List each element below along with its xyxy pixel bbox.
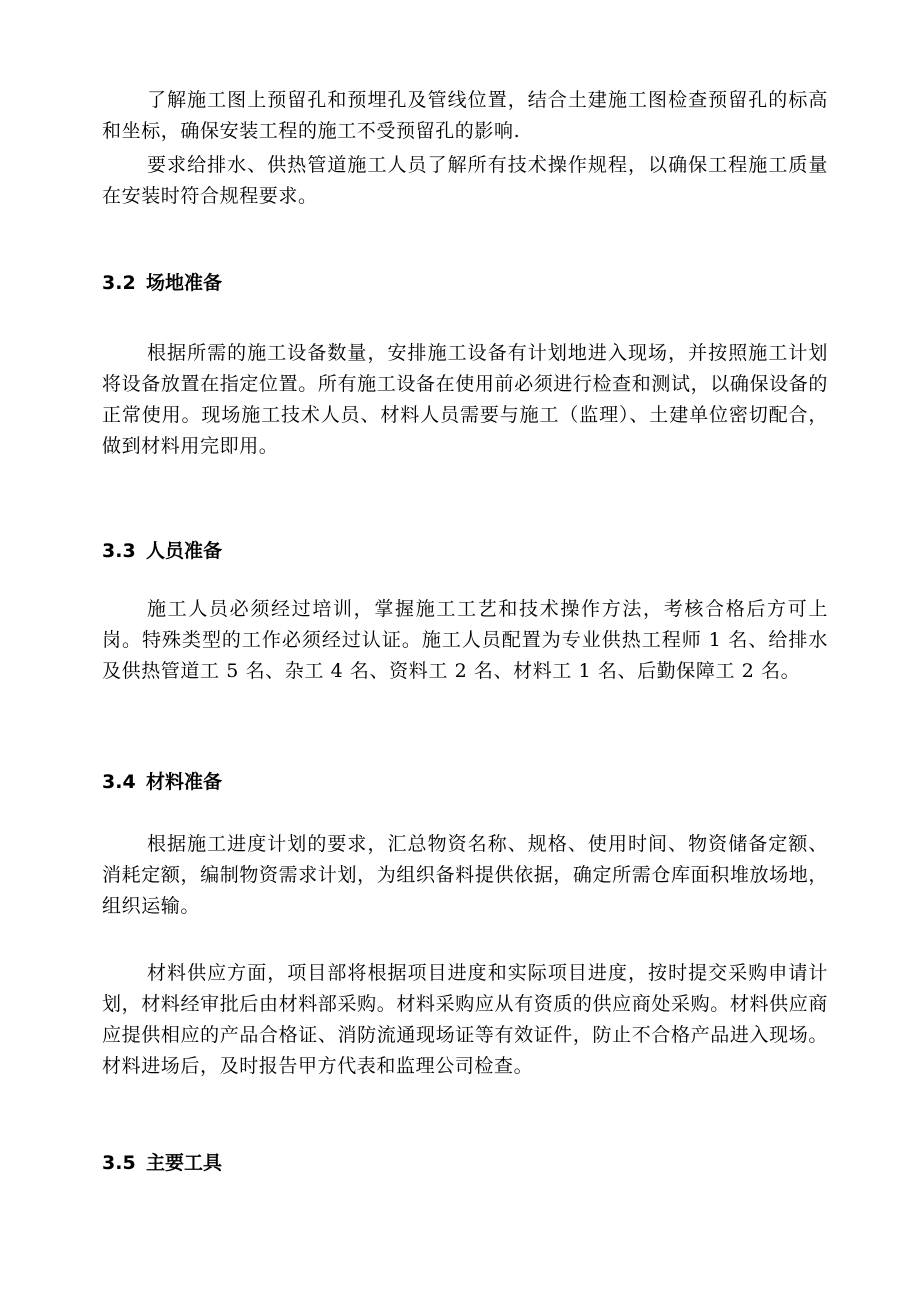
section-title: 场地准备 — [146, 272, 223, 294]
section-number: 3.2 — [102, 272, 136, 294]
section-title: 材料准备 — [146, 771, 223, 793]
paragraph-technical-rules: 要求给排水、供热管道施工人员了解所有技术操作规程，以确保工程施工质量在安装时符合规程要求。 — [102, 154, 828, 207]
section-number: 3.5 — [102, 1152, 136, 1174]
section-heading-material-preparation — [102, 769, 222, 795]
section-title: 主要工具 — [146, 1152, 223, 1174]
section-heading-main-tools — [102, 1150, 222, 1176]
section-heading-site-preparation — [102, 270, 222, 296]
paragraph-material-supply: 材料供应方面，项目部将根据项目进度和实际项目进度，按时提交采购申请计划，材料经审批后由材料部采购。材料采购应从有资质的供应商处采购。材料供应商应提供相应的产品合格证、消防流通现场证等有效证件，防止不合格产品进入现场。材料进场后，及时报告甲方代表和监理公司检查。 — [102, 962, 828, 1077]
paragraph-site-preparation: 根据所需的施工设备数量，安排施工设备有计划地进入现场，并按照施工计划将设备放置在指定位置。所有施工设备在使用前必须进行检查和测试，以确保设备的正常使用。现场施工技术人员、材料人员需要与施工（监理）、土建单位密切配合，做到材料用完即用。 — [102, 342, 828, 457]
paragraph-reserved-holes: 了解施工图上预留孔和预埋孔及管线位置，结合土建施工图检查预留孔的标高和坐标，确保安装工程的施工不受预留孔的影响. — [102, 89, 828, 142]
section-number: 3.3 — [102, 540, 136, 562]
section-title: 人员准备 — [146, 540, 223, 562]
section-number: 3.4 — [102, 771, 136, 793]
paragraph-material-plan: 根据施工进度计划的要求，汇总物资名称、规格、使用时间、物资储备定额、消耗定额，编制物资需求计划，为组织备料提供依据，确定所需仓库面积堆放场地，组织运输。 — [102, 833, 828, 917]
section-heading-personnel-preparation — [102, 538, 222, 564]
paragraph-personnel-preparation: 施工人员必须经过培训，掌握施工工艺和技术操作方法，考核合格后方可上岗。特殊类型的工作必须经过认证。施工人员配置为专业供热工程师 1 名、给排水及供热管道工 5 名、杂工 4 名、资料工 2 名、材料工 1 名、后勤保障工 2 名。 — [102, 598, 828, 682]
